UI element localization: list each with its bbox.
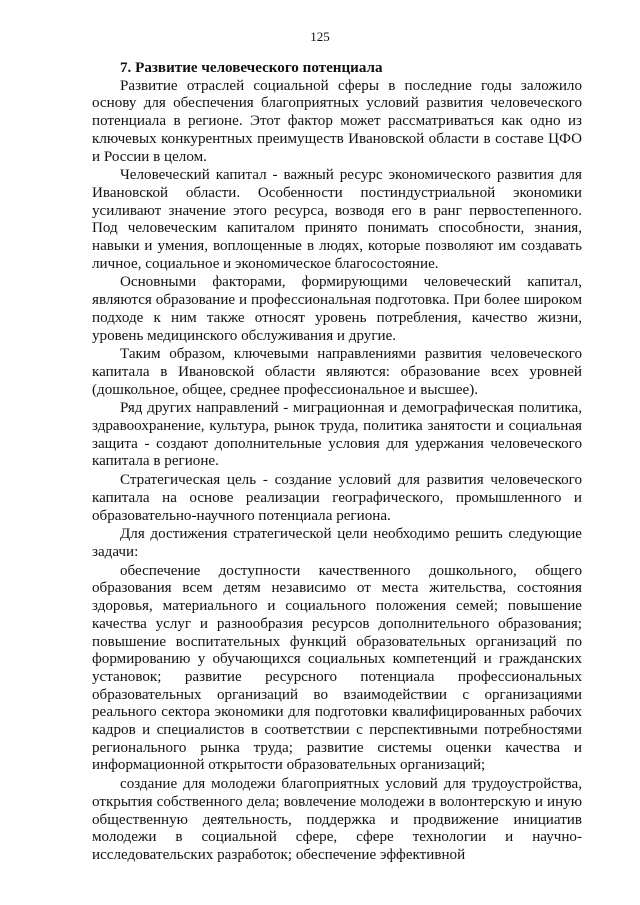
paragraph-strategic-goal: Стратегическая цель - создание условий для развития человеческого капитала на основе реализации географического, промышленного и образовательно-научного потенциала региона. bbox=[92, 472, 582, 524]
paragraph-task-education: обеспечение доступности качественного дошкольного, общего образования всем детям независимо от места жительства, состояния здоровья, материального и социального положения семей; повышение качества услуг и разнообразия ресурсов дополнительного образования; повышение воспитательных функций образовательных организаций по формированию у обучающихся социальных компетенций и гражданских установок; развитие ресурсного потенциала профессиональных образовательных организаций во взаимодействии с организациями реального сектора экономики для подготовки квалифицированных рабочих кадров и специалистов в соответствии с перспективными потребностями регионального рынка труда; развитие системы оценки качества и информационной открытости образовательных организаций; bbox=[92, 562, 582, 774]
paragraph-factors: Основными факторами, формирующими человеческий капитал, являются образование и профессиональная подготовка. При более широком подходе к ним также относят уровень потребления, качество жизни, уровень медицинского обслуживания и другие. bbox=[92, 274, 582, 344]
page-number: 125 bbox=[310, 29, 330, 44]
paragraph-tasks-intro: Для достижения стратегической цели необходимо решить следующие задачи: bbox=[92, 526, 582, 560]
paragraph-intro: Развитие отраслей социальной сферы в последние годы заложило основу для обеспечения благоприятных условий развития человеческого потенциала в регионе. Этот фактор может рассматриваться как одно из ключевых конкурентных преимуществ Ивановской области в составе ЦФО и России в целом. bbox=[92, 77, 582, 165]
document-body bbox=[92, 60, 582, 866]
paragraph-key-directions: Таким образом, ключевыми направлениями развития человеческого капитала в Ивановской области являются: образование всех уровней (дошкольное, общее, среднее профессиональное и высшее). bbox=[92, 346, 582, 398]
paragraph-human-capital: Человеческий капитал - важный ресурс экономического развития для Ивановской области. Особенности постиндустриальной экономики усиливают значение этого ресурса, возводя его в ранг первостепенного. Под человеческим капиталом принято понимать способности, знания, навыки и умения, воплощенные в людях, которые позволяют им создавать личное, социальное и экономическое благосостояние. bbox=[92, 167, 582, 272]
paragraph-task-youth: создание для молодежи благоприятных условий для трудоустройства, открытия собственного дела; вовлечение молодежи в волонтерскую и иную общественную деятельность, поддержка и продвижение инициатив молодежи в социальной сфере, сфере технологии и научно-исследовательских разработок; обеспечение эффективной bbox=[92, 776, 582, 863]
paragraph-other-directions: Ряд других направлений - миграционная и демографическая политика, здравоохранение, культура, рынок труда, политика занятости и социальная защита - создают дополнительные условия для удержания человеческого капитала в регионе. bbox=[92, 400, 582, 470]
section-heading: 7. Развитие человеческого потенциала bbox=[120, 60, 383, 76]
